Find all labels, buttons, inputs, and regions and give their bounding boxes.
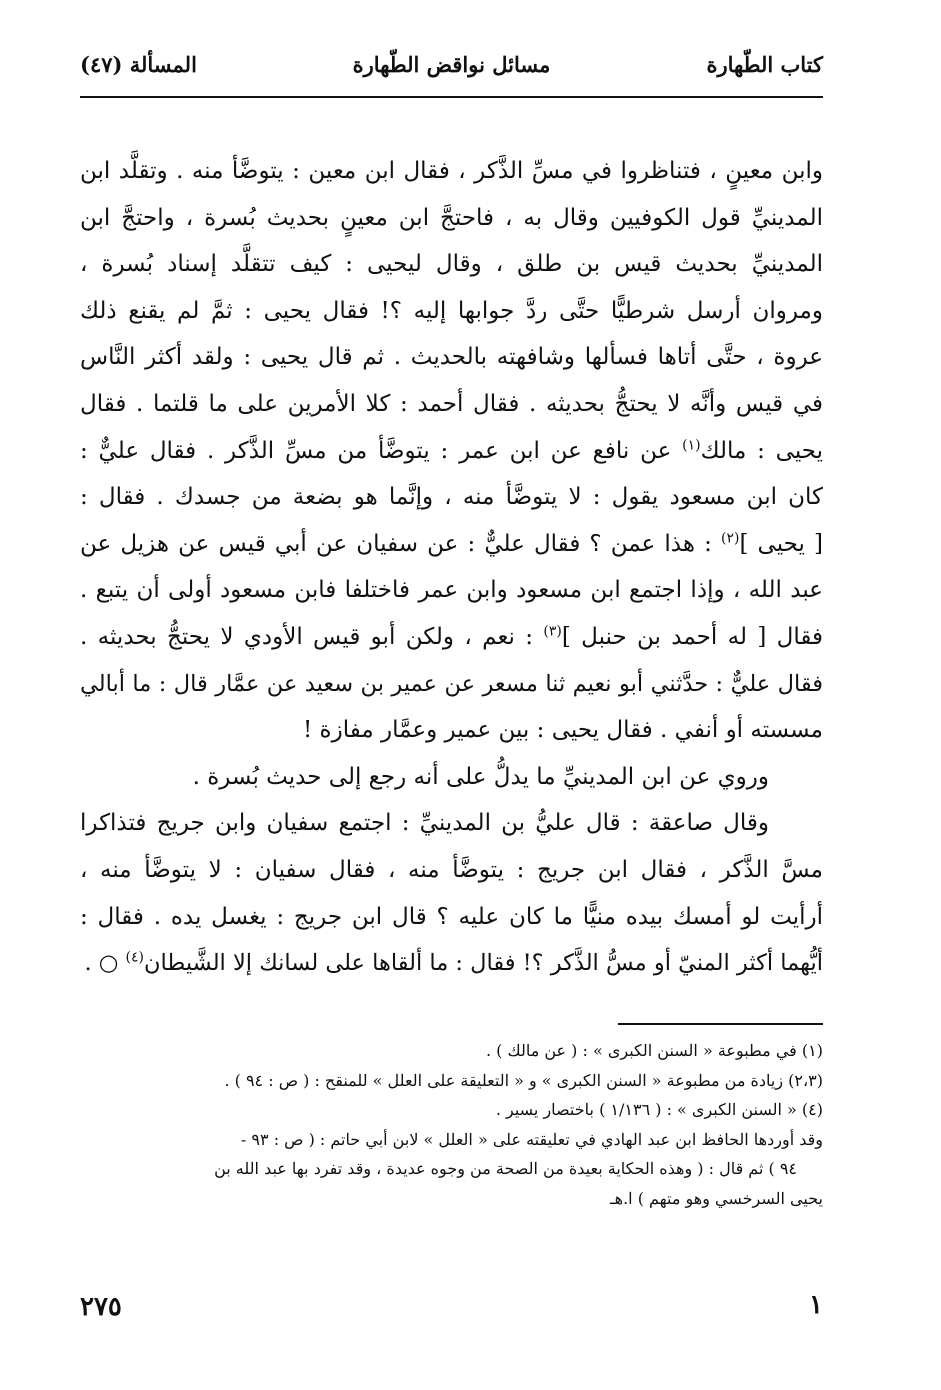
footnote-ref-2: (٢) xyxy=(720,530,740,547)
page-number: ٢٧٥ xyxy=(80,1292,122,1322)
footnote-ref-3: (٣) xyxy=(543,623,562,640)
text-line: ومروان أرسل شرطيًّا حتَّى ردَّ جوابها إليه ؟! فقال يحيى : ثمَّ لم يقنع ذلك xyxy=(80,297,823,324)
footnote-ref-4: (٤) xyxy=(125,949,144,966)
paragraph-start: وقال صاعقة : قال عليُّ بن المدينيِّ : اجتمع سفيان وابن جريج فتذاكرا xyxy=(80,810,769,837)
text-line xyxy=(80,428,823,475)
text-segment: فقال [ له أحمد بن حنبل ] xyxy=(561,623,823,650)
header-divider xyxy=(80,96,823,98)
text-line xyxy=(80,521,823,568)
footnote-2-3: (٢،٣) زيادة من مطبوعة « السنن الكبرى » و « التعليقة على العلل » للمنقح : ( ص : ٩٤ ) . xyxy=(224,1070,823,1090)
text-segment: يحيى : مالك xyxy=(700,437,824,464)
signature-mark: ١ xyxy=(809,1290,823,1320)
text-line: وابن معينٍ ، فتناظروا في مسِّ الذَّكر ، فقال ابن معين : يتوضَّأ منه . وتقلَّد ابن xyxy=(80,158,823,184)
text-line: مسَّ الذَّكر ، فقال ابن جريج : يتوضَّأ منه ، فقال سفيان : لا يتوضَّأ منه ، xyxy=(80,856,823,883)
text-line: أرأيت لو أمسك بيده منيًّا ما كان عليه ؟ قال ابن جريج : يغسل يده . فقال : xyxy=(80,903,823,930)
text-line: فقال عليٌّ : حدَّثني أبو نعيم ثنا مسعر عن عمير بن سعيد عن عمَّار قال : ما أبالي xyxy=(80,670,823,697)
text-segment: [ يحيى ] xyxy=(739,530,823,557)
footnotes xyxy=(80,1036,823,1213)
footnote-4: (٤) « السنن الكبرى » : ( ١/١٣٦ ) باختصار يسير . xyxy=(495,1100,823,1119)
text-line xyxy=(80,940,823,987)
text-line: كان ابن مسعود يقول : لا يتوضَّأ منه ، وإنَّما هو بضعة من جسدك . فقال : xyxy=(80,484,823,511)
text-segment: : نعم ، ولكن أبو قيس الأودي لا يحتجُّ بحديثه . xyxy=(80,623,544,650)
chapter-title: مسائل نواقض الطّهارة xyxy=(352,52,551,77)
text-line: مسسته أو أنفي . فقال يحيى : بين عمير وعمَّار مفازة ! xyxy=(302,717,823,744)
footnote-ref-1: (١) xyxy=(682,436,701,453)
book-title: كتاب الطّهارة xyxy=(706,52,823,77)
text-segment: أيُّهما أكثر المنيّ أو مسُّ الذَّكر ؟! فقال : ما ألقاها على لسانك إلا الشَّيطان xyxy=(144,950,823,977)
section-end-mark: ○ . xyxy=(84,950,126,977)
footnote-4-continued: وقد أوردها الحافظ ابن عبد الهادي في تعليقته على « العلل » لابن أبي حاتم : ( ص : ٩٣ - xyxy=(240,1129,823,1149)
text-line: المدينيِّ قول الكوفيين وقال به ، فاحتجَّ ابن معينٍ بحديث بُسرة ، واحتجَّ ابن xyxy=(80,204,823,231)
question-label: المسألة (٤٧) xyxy=(80,52,197,77)
text-line: عروة ، حتَّى أتاها فسألها وشافهته بالحديث . ثم قال يحيى : ولقد أكثر النَّاس xyxy=(80,344,823,371)
text-line: عبد الله ، وإذا اجتمع ابن مسعود وابن عمر فاختلفا فابن مسعود أولى أن يتبع . xyxy=(80,577,823,604)
text-segment: : هذا عمن ؟ فقال عليٌّ : عن سفيان عن أبي قيس عن هزيل عن xyxy=(80,530,721,557)
footnote-1: (١) في مطبوعة « السنن الكبرى » : ( عن مالك ) . xyxy=(485,1041,823,1060)
text-line: المدينيِّ بحديث قيس بن طلق ، وقال ليحيى : كيف تتقلَّد إسناد بُسرة ، xyxy=(80,251,823,278)
text-segment: عن نافع عن ابن عمر : يتوضَّأ من مسِّ الذَّكر . فقال عليٌّ : xyxy=(80,437,683,464)
main-text xyxy=(80,148,823,987)
paragraph-start: وروي عن ابن المدينيِّ ما يدلُّ على أنه رجع إلى حديث بُسرة . xyxy=(192,763,769,790)
footnote-4-continued: يحيى السرخسي وهو متهم ) ا.هـ xyxy=(609,1188,823,1208)
text-line: في قيس وأنَّه لا يحتجُّ بحديثه . فقال أحمد : كلا الأمرين على ما قلتما . فقال xyxy=(80,390,823,417)
footnote-divider xyxy=(618,1023,823,1025)
text-line xyxy=(80,614,823,661)
footnote-4-continued: ٩٤ ) ثم قال : ( وهذه الحكاية بعيدة من الصحة من وجوه عديدة ، وقد تفرد بها عبد الله بن xyxy=(214,1159,797,1178)
running-header xyxy=(80,52,823,88)
